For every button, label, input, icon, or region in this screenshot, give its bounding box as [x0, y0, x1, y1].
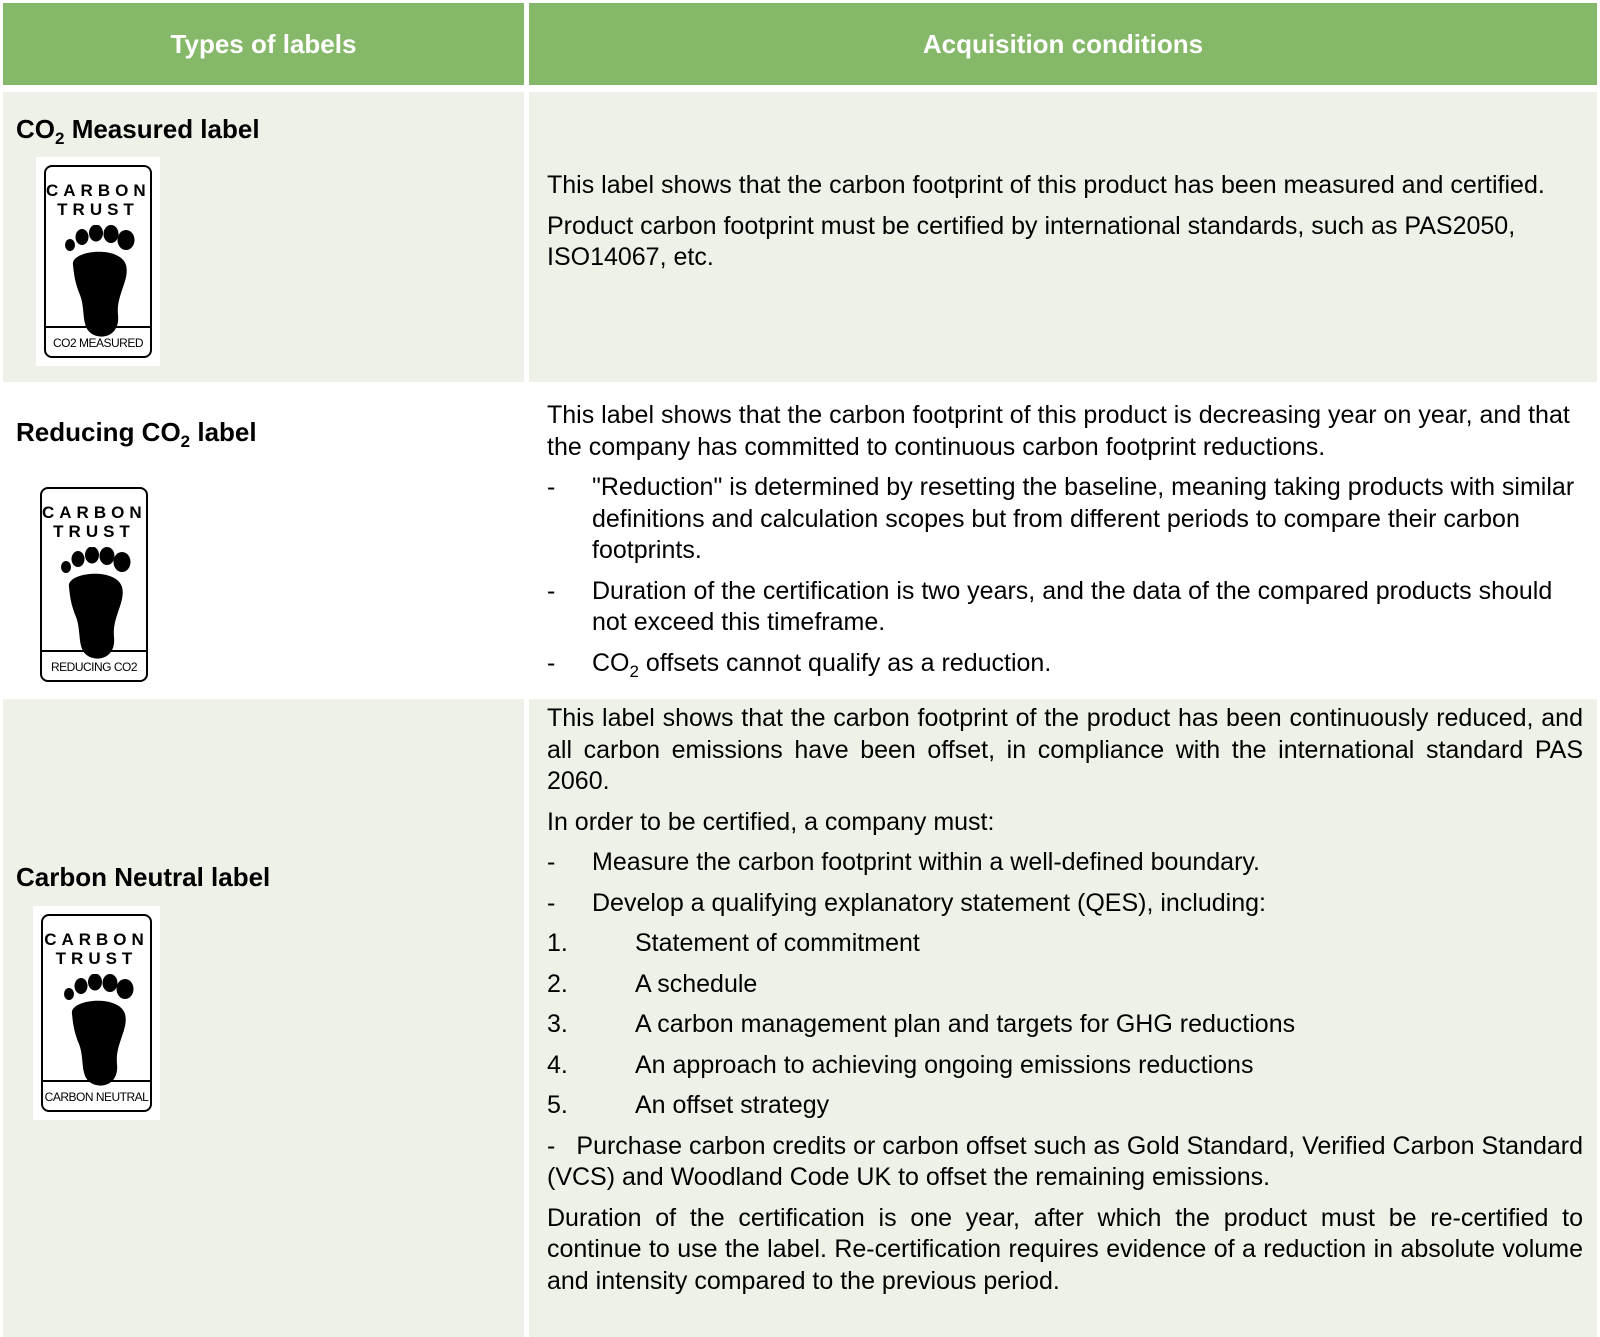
numbered-text: Statement of commitment [635, 929, 920, 957]
label-title: $CO_2$ Measured label [16, 114, 260, 148]
footprint-icon [54, 547, 134, 662]
badge-caption: CO2 MEASURED [52, 336, 144, 350]
number-marker: 5. [547, 1091, 568, 1119]
carbon-trust-badge [36, 157, 160, 366]
header-label: Acquisition conditions [922, 28, 1204, 59]
numbered-text: A schedule [635, 969, 758, 998]
numbered-item [547, 969, 1583, 1001]
badge-brand: CARBON [46, 181, 151, 200]
footprint-icon [57, 974, 137, 1089]
badge-divider [42, 650, 146, 652]
badge-brand: CARBON [44, 930, 149, 949]
bullet-item [547, 576, 1583, 639]
bullet-item [547, 847, 1583, 879]
condition-paragraph: - Purchase carbon credits or carbon offset such as Gold Standard, Verified Carbon Standard (VCS) and Woodland Code UK to offset the remaining emissions. [547, 1131, 1590, 1191]
label-title: Carbon Neutral label [16, 862, 271, 892]
label-title: Reducing $CO_2$ label [16, 417, 257, 451]
label-type-cell-co2-measured [3, 92, 524, 382]
badge-brand: TRUST [55, 949, 138, 968]
numbered-text: A carbon management plan and targets for GHG reductions [635, 1010, 1296, 1038]
numbered-item [547, 1090, 1583, 1122]
header-acquisition-conditions [529, 3, 1597, 85]
conditions-cell-co2-measured [529, 92, 1597, 382]
condition-paragraph: In order to be certified, a company must: [547, 807, 995, 836]
bullet-text: $CO_2$ offsets cannot qualify as a reduction. [592, 648, 1052, 681]
footprint-icon [58, 225, 138, 340]
number-marker: 1. [547, 929, 568, 957]
condition-paragraph: This label shows that the carbon footprint of this product is decreasing year on year, and that the company has committed to continuous carbon footprint reductions. [547, 401, 1570, 461]
badge-divider [46, 326, 150, 328]
bullet-item [547, 888, 1583, 920]
condition-paragraph: Duration of the certification is one year, after which the product must be re-certified to continue to use the label. Re-certification requires evidence of a reduction in absolute volume and intensity compared to the previous period. [547, 1203, 1583, 1295]
badge-caption: CARBON NEUTRAL [44, 1090, 149, 1104]
header-label: Types of labels [170, 28, 357, 59]
bullet-text: Measure the carbon footprint within a well-defined boundary. [592, 848, 1260, 876]
badge-brand: CARBON [42, 503, 147, 522]
numbered-text: An approach to achieving ongoing emissions reductions [635, 1050, 1254, 1079]
numbered-text: An offset strategy [635, 1091, 830, 1119]
numbered-item [547, 1050, 1583, 1082]
condition-paragraph: Product carbon footprint must be certified by international standards, such as PAS2050, ISO14067, etc. [547, 211, 1516, 271]
bullet-marker: - [547, 648, 556, 677]
badge-caption: REDUCING CO2 [50, 660, 137, 674]
badge-divider [43, 1080, 150, 1082]
header-types-of-labels [3, 3, 524, 85]
label-type-cell-reducing-co2 [3, 387, 524, 694]
condition-paragraph: This label shows that the carbon footprint of the product has been continuously reduced, and all carbon emissions have been offset, in compliance with the international standard PAS 2060. [547, 704, 1583, 795]
bullet-item [547, 472, 1583, 567]
number-marker: 2. [547, 969, 568, 998]
bullet-marker: - [547, 473, 556, 501]
badge-brand: TRUST [57, 200, 139, 219]
bullet-marker: - [547, 848, 556, 876]
number-marker: 3. [547, 1010, 568, 1038]
bullet-marker: - [547, 576, 556, 605]
bullet-item [547, 648, 1583, 682]
condition-paragraph: This label shows that the carbon footprint of this product has been measured and certified. [547, 171, 1545, 199]
number-marker: 4. [547, 1050, 568, 1079]
bullet-marker: - [547, 888, 556, 917]
numbered-item [547, 928, 1583, 960]
label-type-cell-carbon-neutral [3, 699, 524, 1337]
bullet-text: Develop a qualifying explanatory statement (QES), including: [592, 888, 1266, 917]
bullet-text: Duration of the certification is two years, and the data of the compared products should not exceed this timeframe. [592, 576, 1553, 636]
conditions-cell-carbon-neutral [529, 699, 1597, 1337]
numbered-item [547, 1009, 1583, 1041]
badge-brand: TRUST [53, 522, 135, 541]
conditions-cell-reducing-co2 [529, 387, 1597, 694]
bullet-text: "Reduction" is determined by resetting the baseline, meaning taking products with similar definitions and calculation scopes but from different periods to compare their carbon footprints. [592, 473, 1575, 564]
carbon-trust-badge [32, 479, 156, 690]
carbon-trust-badge [33, 906, 160, 1120]
